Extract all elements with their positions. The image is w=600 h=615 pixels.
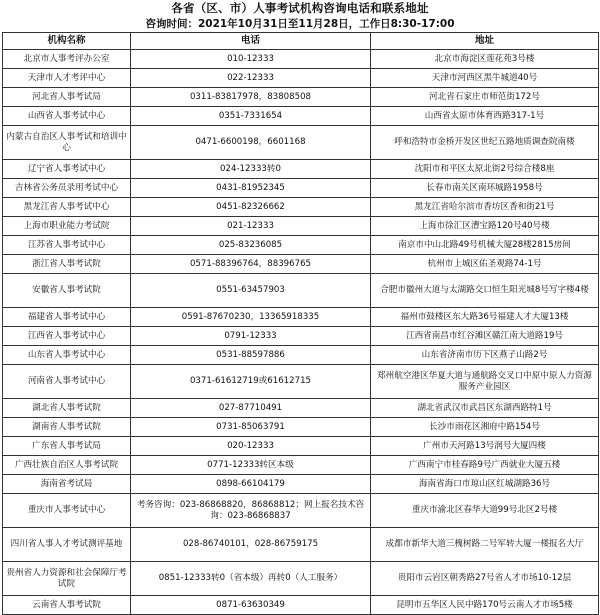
table-row: [3, 160, 599, 179]
cell-phone: 0731-85063791: [131, 418, 371, 437]
cell-phone: 0571-88396764，88396765: [131, 255, 371, 274]
table-row: [3, 365, 599, 399]
table-row: [3, 528, 599, 562]
table-row: [3, 308, 599, 327]
cell-phone: 028-86740101，028-86759175: [131, 528, 371, 562]
cell-organization-name: 天津市人才考评中心: [3, 69, 131, 88]
cell-organization-name: 安徽省人事考试院: [3, 274, 131, 308]
cell-phone: 0591-87670230，13365918335: [131, 308, 371, 327]
table-row: [3, 179, 599, 198]
cell-address: 福州市鼓楼区东大路36号福建人才大厦13楼: [371, 308, 599, 327]
cell-address: 海南省海口市琼山区红城湖路36号: [371, 475, 599, 494]
column-header-phone: 电话: [131, 33, 371, 50]
table-row: [3, 494, 599, 528]
cell-address: 长沙市雨花区湘府中路154号: [371, 418, 599, 437]
table-row: [3, 596, 599, 615]
table-row: [3, 198, 599, 217]
cell-phone: 022-12333: [131, 69, 371, 88]
cell-phone: 025-83236085: [131, 236, 371, 255]
table-row: [3, 69, 599, 88]
cell-phone: 010-12333: [131, 50, 371, 69]
cell-phone: 0851-12333转0（省本级）再转0（人工服务）: [131, 562, 371, 596]
cell-address: 长春市南关区南环城路1958号: [371, 179, 599, 198]
cell-phone: 0551-63457903: [131, 274, 371, 308]
cell-organization-name: 辽宁省人事考试中心: [3, 160, 131, 179]
cell-address: 南京市中山北路49号机械大厦28楼2815房间: [371, 236, 599, 255]
cell-phone: 020-12333: [131, 437, 371, 456]
cell-phone: 0531-88597886: [131, 346, 371, 365]
table-row: [3, 107, 599, 126]
cell-organization-name: 山西省人事考试中心: [3, 107, 131, 126]
cell-phone: 0471-6600198，6601168: [131, 126, 371, 160]
cell-phone: 024-12333转0: [131, 160, 371, 179]
cell-organization-name: 重庆市人事考试中心: [3, 494, 131, 528]
table-row: [3, 456, 599, 475]
table-row: [3, 217, 599, 236]
table-row: [3, 399, 599, 418]
cell-address: 山西省太原市体育西路317-1号: [371, 107, 599, 126]
cell-address: 合肥市徽州大道与太湖路交口恒生阳光城8号写字楼4楼: [371, 274, 599, 308]
cell-phone: 021-12333: [131, 217, 371, 236]
cell-address: 郑州航空港区华夏大道与通航路交叉口中原中原人力资源服务产业园区: [371, 365, 599, 399]
cell-address: 江西省南昌市红谷滩区赣江南大道路19号: [371, 327, 599, 346]
table-row: [3, 274, 599, 308]
cell-organization-name: 江苏省人事考试中心: [3, 236, 131, 255]
table-row: [3, 88, 599, 107]
cell-address: 呼和浩特市金桥开发区世纪五路地质调查院南楼: [371, 126, 599, 160]
cell-address: 天津市河西区黑牛城道40号: [371, 69, 599, 88]
table-row: [3, 418, 599, 437]
cell-address: 昆明市五华区人民中路170号云南人才市场5楼: [371, 596, 599, 615]
cell-address: 上海市徐汇区漕宝路120号40号楼: [371, 217, 599, 236]
cell-organization-name: 福建省人事考试中心: [3, 308, 131, 327]
cell-organization-name: 广东省人事考试局: [3, 437, 131, 456]
cell-phone: 0771-12333转区本级: [131, 456, 371, 475]
cell-organization-name: 浙江省人事考试院: [3, 255, 131, 274]
cell-organization-name: 湖北省人事考试院: [3, 399, 131, 418]
cell-organization-name: 河南省人事考试中心: [3, 365, 131, 399]
cell-phone: 0898-66104179: [131, 475, 371, 494]
cell-address: 北京市海淀区莲花苑3号楼: [371, 50, 599, 69]
cell-organization-name: 河北省人事考试局: [3, 88, 131, 107]
contact-table: [2, 32, 599, 615]
table-row: [3, 126, 599, 160]
table-row: [3, 50, 599, 69]
cell-address: 广州市天河路13号润号大厦四楼: [371, 437, 599, 456]
cell-organization-name: 吉林省公务员录用考试中心: [3, 179, 131, 198]
table-header-row: [3, 33, 599, 50]
cell-organization-name: 山东省人事考试中心: [3, 346, 131, 365]
cell-organization-name: 四川省人事人才考试测评基地: [3, 528, 131, 562]
table-row: [3, 437, 599, 456]
cell-organization-name: 广西壮族自治区人事考试院: [3, 456, 131, 475]
cell-phone: 考务咨询：023-86868820，86868812；网上报名技术咨询：023-86868837: [131, 494, 371, 528]
table-row: [3, 562, 599, 596]
cell-phone: 0791-12333: [131, 327, 371, 346]
cell-organization-name: 北京市人事考评办公室: [3, 50, 131, 69]
cell-address: 河北省石家庄市师范街172号: [371, 88, 599, 107]
cell-phone: 0431-81952345: [131, 179, 371, 198]
cell-address: 贵阳市云岩区朝秀路27号省人才市场10-12层: [371, 562, 599, 596]
cell-phone: 0311-83817978，83808508: [131, 88, 371, 107]
table-row: [3, 475, 599, 494]
column-header-name: 机构名称: [3, 33, 131, 50]
column-header-address: 地址: [371, 33, 599, 50]
document-subtitle: 咨询时间：2021年10月31日至11月28日，工作日8:30-17:00: [145, 18, 455, 30]
table-row: [3, 346, 599, 365]
table-row: [3, 255, 599, 274]
cell-address: 湖北省武汉市武昌区东湖西路特1号: [371, 399, 599, 418]
cell-phone: 027-87710491: [131, 399, 371, 418]
cell-organization-name: 江西省人事考试中心: [3, 327, 131, 346]
cell-organization-name: 贵州省人力资源和社会保障厅考试院: [3, 562, 131, 596]
cell-organization-name: 内蒙古自治区人事考试和培训中心: [3, 126, 131, 160]
cell-address: 沈阳市和平区太原北街2号综合楼8座: [371, 160, 599, 179]
cell-address: 成都市新华大道三槐树路二号军转大厦一楼报名大厅: [371, 528, 599, 562]
cell-organization-name: 云南省人事考试院: [3, 596, 131, 615]
cell-phone: 0351-7331654: [131, 107, 371, 126]
cell-organization-name: 湖南省人事考试院: [3, 418, 131, 437]
cell-organization-name: 上海市职业能力考试院: [3, 217, 131, 236]
cell-address: 广西南宁市桂春路9号广西就业大厦五楼: [371, 456, 599, 475]
cell-address: 山东省济南市历下区燕子山路2号: [371, 346, 599, 365]
table-body: [3, 50, 599, 615]
cell-phone: 0371-61612719或61612715: [131, 365, 371, 399]
document-title: 各省（区、市）人事考试机构咨询电话和联系地址: [171, 1, 429, 15]
cell-organization-name: 海南省考试局: [3, 475, 131, 494]
cell-phone: 0871-63630349: [131, 596, 371, 615]
cell-address: 重庆市渝北区春华大道99号北区2号楼: [371, 494, 599, 528]
cell-organization-name: 黑龙江省人事考试中心: [3, 198, 131, 217]
cell-address: 杭州市上城区佑圣观路74-1号: [371, 255, 599, 274]
cell-address: 黑龙江省哈尔滨市香坊区香和街21号: [371, 198, 599, 217]
cell-phone: 0451-82326662: [131, 198, 371, 217]
table-row: [3, 327, 599, 346]
table-row: [3, 236, 599, 255]
